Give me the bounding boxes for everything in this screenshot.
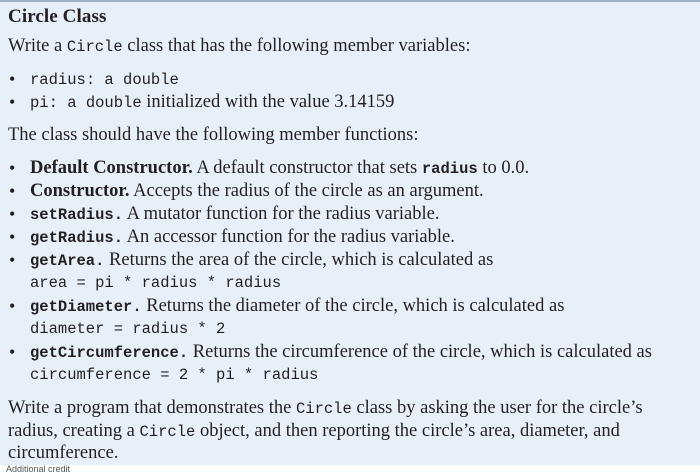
closing-line-1 (8, 397, 643, 420)
function-name: Constructor. (30, 181, 130, 201)
intro-class-name: Circle (66, 38, 123, 56)
function-name: getDiameter. (30, 298, 142, 316)
closing-class-name: Circle (139, 423, 196, 441)
bullet-dot: • (9, 296, 16, 316)
function-description: Returns the circumference of the circle, which is calculated as (188, 342, 652, 362)
intro-paragraph (8, 35, 470, 58)
closing-text: radius, creating a (8, 421, 140, 441)
closing-class-name: Circle (295, 400, 352, 418)
closing-text: class by asking the user for the circle’s (351, 398, 643, 418)
function-item (30, 157, 529, 180)
closing-text: Write a program that demonstrates the (8, 398, 296, 418)
function-item (30, 295, 564, 318)
bullet-dot: • (9, 204, 16, 224)
bullet-dot: • (9, 158, 16, 178)
function-code: radius (421, 160, 478, 178)
function-description: An accessor function for the radius variable. (123, 227, 455, 247)
intro-after: class that has the following member variables: (122, 36, 471, 56)
diameter-formula: diameter = radius * 2 (30, 320, 226, 338)
function-item (30, 180, 484, 202)
circumference-formula: circumference = 2 * pi * radius (30, 366, 319, 384)
function-name: getRadius. (30, 229, 124, 247)
intro-before: Write a (8, 36, 67, 56)
bullet-dot: • (9, 227, 16, 247)
function-description: Accepts the radius of the circle as an argument. (129, 181, 484, 201)
bullet-dot: • (9, 342, 16, 362)
variable-name: radius (30, 71, 86, 89)
function-description: A default constructor that sets (192, 158, 422, 178)
member-variable-item (30, 68, 179, 91)
variable-type: : a double (48, 94, 142, 112)
member-variable-item (30, 91, 394, 114)
footer-note: Additional credit (6, 464, 71, 474)
function-item (30, 203, 440, 226)
functions-intro: The class should have the following member functions: (8, 125, 419, 145)
function-description-end: to 0.0. (477, 158, 530, 178)
area-formula: area = pi * radius * radius (30, 274, 282, 292)
function-item (30, 341, 652, 364)
function-item (30, 226, 455, 249)
function-name: getArea. (30, 252, 105, 270)
bullet-dot: • (9, 69, 16, 89)
function-description: A mutator function for the radius variable. (123, 204, 440, 224)
function-description: Returns the area of the circle, which is calculated as (104, 250, 494, 270)
variable-name: pi (30, 94, 49, 112)
problem-title: Circle Class (8, 6, 107, 27)
function-name: getCircumference. (30, 344, 189, 362)
function-name: setRadius. (30, 206, 124, 224)
variable-description: initialized with the value 3.14159 (141, 92, 395, 112)
function-name: Default Constructor. (30, 158, 193, 178)
bullet-dot: • (9, 92, 16, 112)
function-item (30, 249, 493, 272)
variable-type: : a double (85, 71, 179, 89)
bullet-dot: • (9, 250, 16, 270)
closing-line-2 (8, 420, 620, 443)
bullet-dot: • (9, 181, 16, 201)
closing-text: object, and then reporting the circle’s area, diameter, and (195, 421, 620, 441)
function-description: Returns the diameter of the circle, which is calculated as (141, 296, 565, 316)
closing-line-3: circumference. (8, 443, 119, 463)
